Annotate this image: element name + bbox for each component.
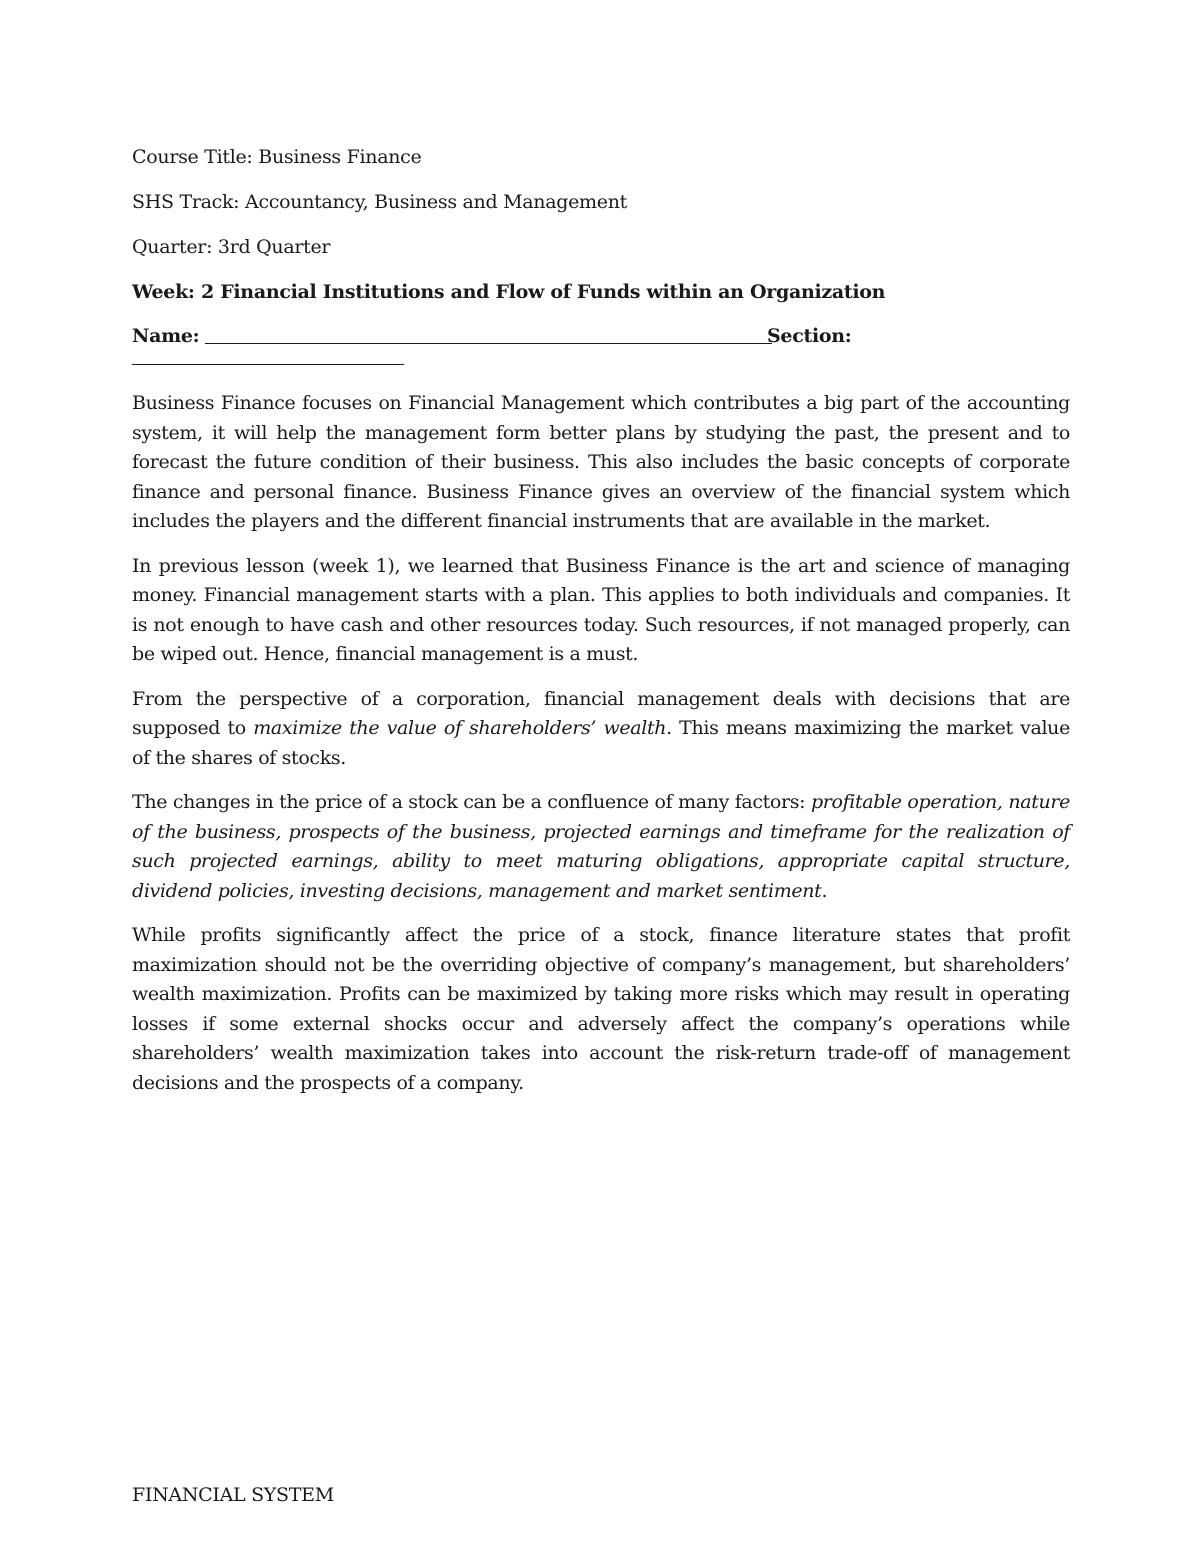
paragraph-intro: Business Finance focuses on Financial Management which contributes a big part of the accounting system, it will help the management form better plans by studying the past, the present and to forecast the future condition of their business. This also includes the basic concepts of corporate finance and personal finance. Business Finance gives an overview of the financial system which includes the players and the different financial instruments that are available in the market. [132,392,1070,532]
section-blank-row [132,351,1070,377]
section-blank-line[interactable] [132,364,404,365]
paragraph-stock-factors-text-a: The changes in the price of a stock can be a confluence of many factors: [132,791,811,813]
week-title: Week: 2 Financial Institutions and Flow of Funds within an Organization [132,281,886,303]
paragraph-corporation-text-a: From the perspective of a corporation, financial management deals with decisions that are supposed to [132,687,1070,739]
paragraph-corporation [132,685,1070,774]
paragraph-corporation-text-b: . This means maximizing the market value of the shares of stocks. [132,717,1070,769]
paragraph-stock-factors [132,788,1070,906]
shs-track: SHS Track: Accountancy, Business and Management [132,191,627,213]
name-blank-line[interactable] [205,343,772,344]
quarter: Quarter: 3rd Quarter [132,236,331,258]
document-page [132,142,1070,1113]
paragraph-stock-factors-text-b: . [821,879,828,902]
paragraph-profit-maximization: While profits significantly affect the price of a stock, finance literature states that profit maximization should not be the overriding objective of company’s management, but shareholders’ wealth maximization. Profits can be maximized by taking more risks which may result in operating losses if some external shocks occur and adversely affect the company’s operations while shareholders’ wealth maximization takes into account the risk-return trade-off of management decisions and the prospects of a company. [132,924,1070,1094]
paragraph-stock-factors-emphasis: profitable operation, nature of the business, prospects of the business, projected earnings and timeframe for the realization of such projected earnings, ability to meet maturing obligations, appropriate capital structure, dividend policies, investing decisions, management and market sentiment [132,791,1071,902]
name-section-row [132,321,1070,351]
course-title: Course Title: Business Finance [132,146,422,168]
paragraph-previous-lesson: In previous lesson (week 1), we learned that Business Finance is the art and science of managing money. Financial management starts with a plan. This applies to both individuals and companies. It is not enough to have cash and other resources today. Such resources, if not managed properly, can be wiped out. Hence, financial management is a must. [132,554,1070,665]
name-label: Name: [132,325,200,347]
paragraph-corporation-emphasis: maximize the value of shareholders’ wealth [253,717,667,739]
section-label: Section: [767,325,852,347]
page-footer: FINANCIAL SYSTEM [132,1484,334,1506]
